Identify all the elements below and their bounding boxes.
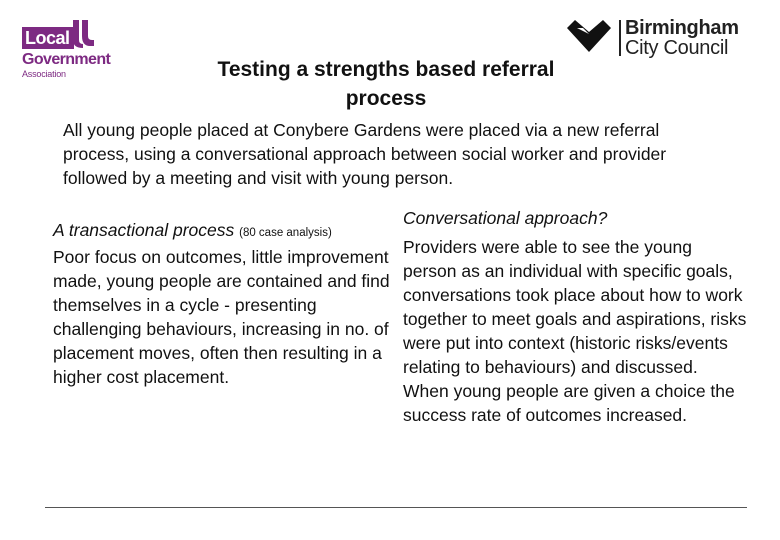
conversational-body: Providers were able to see the young person as an individual with specific goals, conversations took place about how to work together to meet goals and aspirations, risks were put into context (historic risks/events relating to behaviours) and discussed. When young people are given a choice the success rate of outcomes increased. <box>403 237 747 425</box>
transactional-heading <box>53 218 393 245</box>
bcc-logo-birmingham: Birmingham <box>625 17 739 39</box>
conversational-heading: Conversational approach? <box>403 208 608 228</box>
bcc-logo-divider <box>619 20 621 56</box>
transactional-note: (80 case analysis) <box>239 227 332 239</box>
lga-logo-government: Government <box>22 51 111 68</box>
transactional-heading-text: A transactional process <box>53 220 240 240</box>
lga-logo <box>22 18 122 82</box>
lga-logo-association: Association <box>22 69 66 79</box>
bottom-divider <box>45 507 747 508</box>
bcc-logo-city-council: City Council <box>625 37 729 59</box>
lga-logo-local: Local <box>22 27 74 49</box>
page-title: Testing a strengths based referral process <box>217 58 555 110</box>
heart-icon <box>565 18 613 54</box>
transactional-column <box>53 218 393 389</box>
conversational-column <box>403 206 748 427</box>
transactional-body: Poor focus on outcomes, little improvement made, young people are contained and find themselves in a cycle - presenting challenging behaviours, increasing in no. of placement moves, often then resulting in a higher cost placement. <box>53 247 390 387</box>
lga-mark-icon <box>70 18 96 50</box>
bcc-logo <box>565 18 755 62</box>
intro-paragraph: All young people placed at Conybere Gardens were placed via a new referral process, using a conversational approach between social worker and provider followed by a meeting and visit with young person. <box>63 120 667 188</box>
